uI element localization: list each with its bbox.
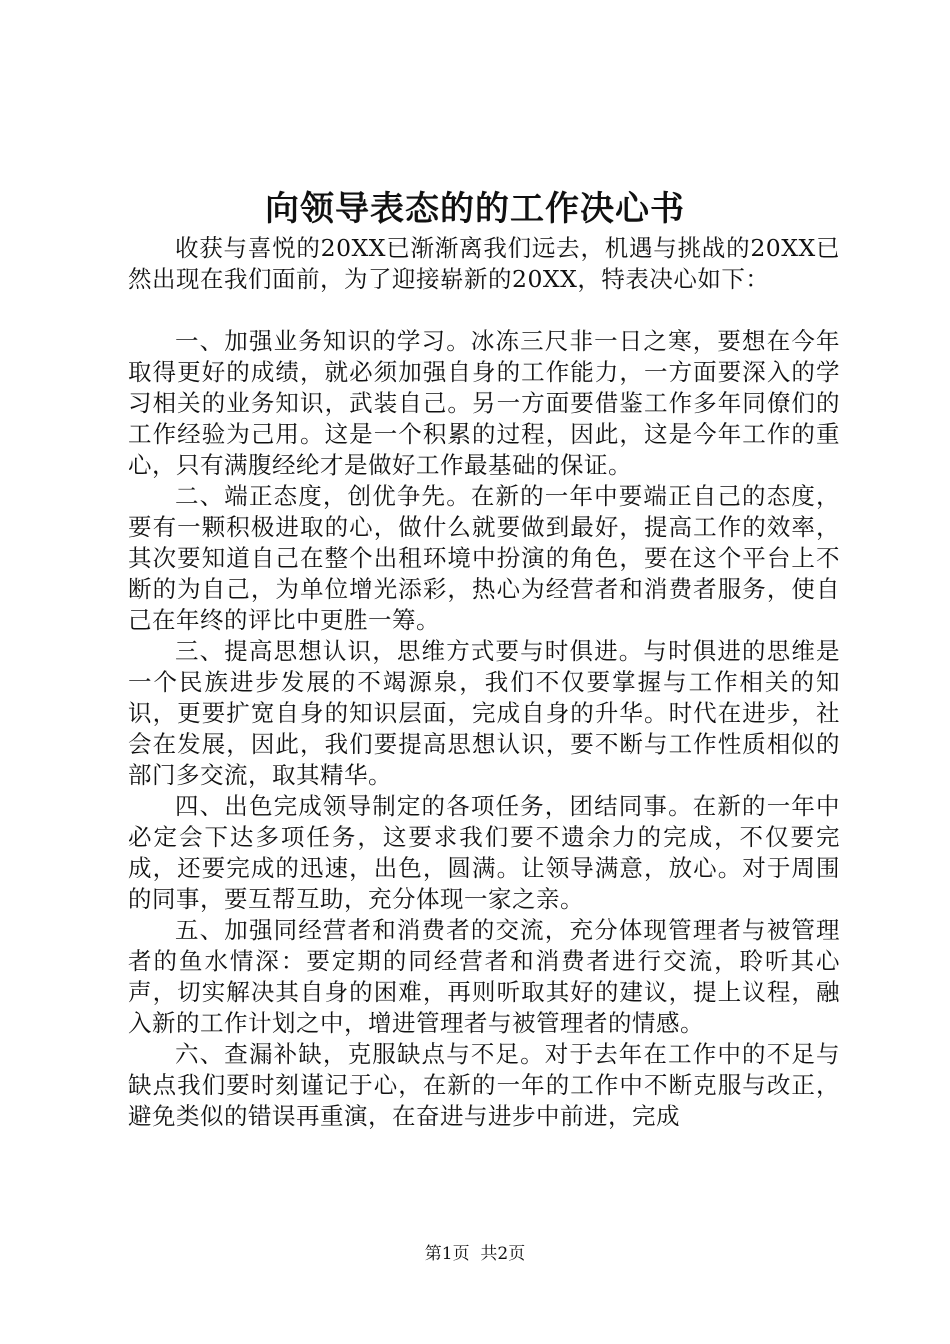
page-footer: [0, 1242, 950, 1266]
paragraph-item-6: 六、查漏补缺，克服缺点与不足。对于去年在工作中的不足与缺点我们要时刻谨记于心，在新的一年的工作中不断克服与改正，避免类似的错误再重演，在奋进与进步中前进，完成: [128, 1040, 840, 1130]
document-title: 向领导表态的的工作决心书: [265, 189, 685, 229]
page-total: 共2页: [480, 1244, 526, 1264]
footer-spacer: [470, 1244, 481, 1264]
paragraph-item-3: 三、提高思想认识，思维方式要与时俱进。与时俱进的思维是一个民族进步发展的不竭源泉，我们不仅要掌握与工作相关的知识，更要扩宽自身的知识层面，完成自身的升华。时代在进步，社会在发展，因此，我们要提高思想认识，要不断与工作性质相似的部门多交流，取其精华。: [128, 637, 840, 789]
paragraph-intro: 收获与喜悦的20XX已渐渐离我们远去，机遇与挑战的20XX已然出现在我们面前，为了迎接崭新的20XX，特表决心如下：: [128, 234, 840, 293]
document-body: [128, 233, 840, 1132]
page-number: 第1页: [424, 1244, 470, 1264]
paragraph-item-5: 五、加强同经营者和消费者的交流，充分体现管理者与被管理者的鱼水情深：要定期的同经营者和消费者进行交流，聆听其心声，切实解决其自身的困难，再则听取其好的建议，提上议程，融入新的工作计划之中，增进管理者与被管理者的情感。: [128, 916, 840, 1037]
paragraph-item-2: 二、端正态度，创优争先。在新的一年中要端正自己的态度，要有一颗积极进取的心，做什么就要做到最好，提高工作的效率，其次要知道自己在整个出租环境中扮演的角色，要在这个平台上不断的为自己，为单位增光添彩，热心为经营者和消费者服务，使自己在年终的评比中更胜一筹。: [128, 482, 840, 634]
paragraph-item-4: 四、出色完成领导制定的各项任务，团结同事。在新的一年中必定会下达多项任务，这要求我们要不遗余力的完成，不仅要完成，还要完成的迅速，出色，圆满。让领导满意，放心。对于周围的同事，要互帮互助，充分体现一家之亲。: [128, 792, 840, 913]
paragraph-item-1: 一、加强业务知识的学习。冰冻三尺非一日之寒，要想在今年取得更好的成绩，就必须加强自身的工作能力，一方面要深入的学习相关的业务知识，武装自己。另一方面要借鉴工作多年同僚们的工作经验为己用。这是一个积累的过程，因此，这是今年工作的重心，只有满腹经纶才是做好工作最基础的保证。: [128, 327, 840, 479]
